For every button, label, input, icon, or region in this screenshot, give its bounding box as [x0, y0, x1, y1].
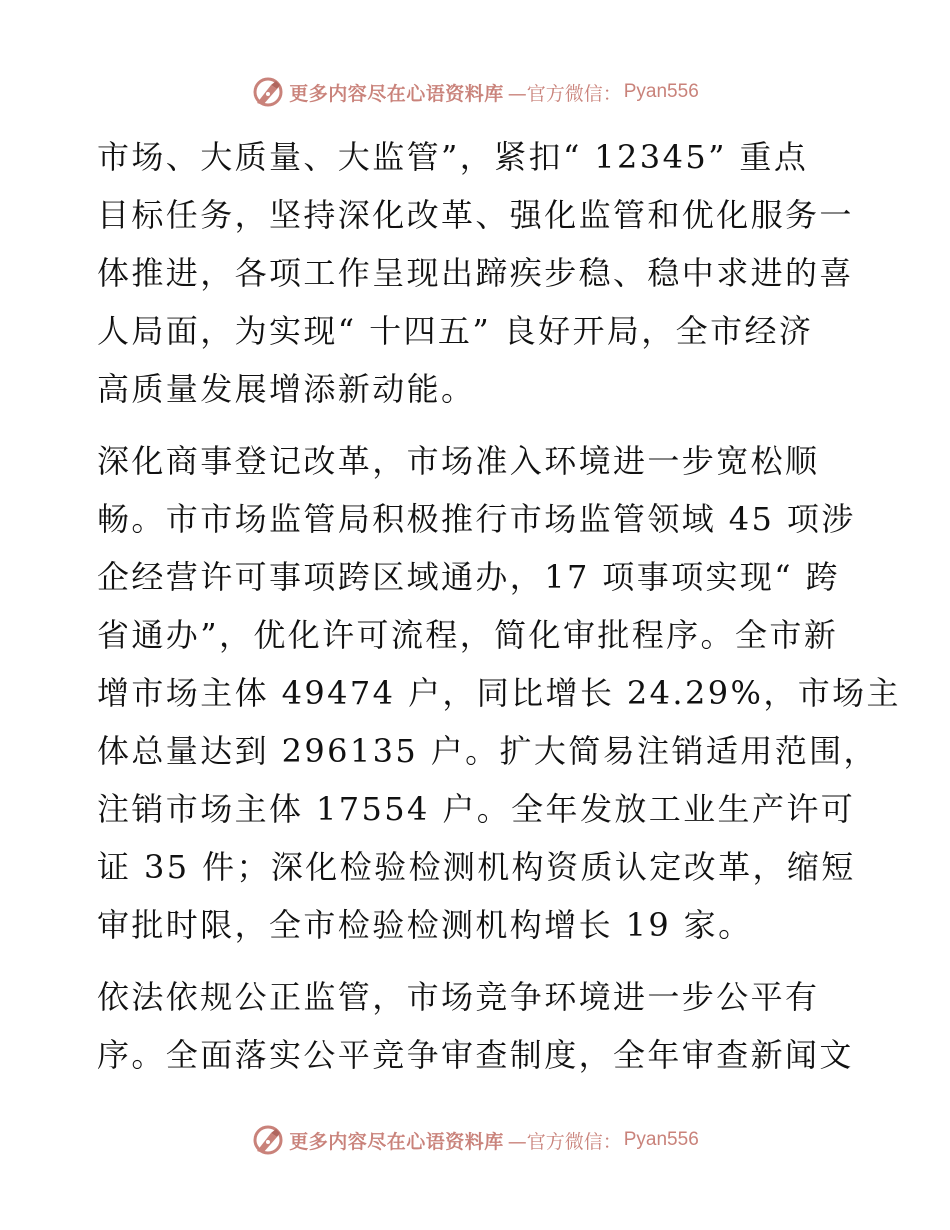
text-line: 深化商事登记改革，市场准入环境进一步宽松顺: [97, 442, 820, 480]
paragraph-gap: [97, 418, 857, 432]
text-line: 企经营许可事项跨区域通办，17 项事项实现“ 跨: [97, 558, 841, 596]
text-line: 目标任务，坚持深化改革、强化监管和优化服务一: [97, 196, 854, 234]
document-body: [97, 128, 901, 1084]
paragraph-2: [97, 432, 901, 954]
pen-nib-logo-icon: [251, 75, 285, 109]
text-line: 注销市场主体 17554 户。全年发放工业生产许可: [97, 790, 856, 828]
footer-watermark: [0, 1120, 950, 1160]
text-line: 增市场主体 49474 户，同比增长 24.29%，市场主: [97, 674, 901, 712]
text-line: 序。全面落实公平竞争审查制度，全年审查新闻文: [97, 1036, 854, 1074]
watermark-wechat-id: Pyan556: [623, 81, 699, 102]
text-line: 依法依规公正监管，市场竞争环境进一步公平有: [97, 978, 820, 1016]
header-watermark: [0, 72, 950, 112]
watermark-separator: —官方微信：: [507, 82, 622, 105]
pen-nib-logo-icon: [251, 1123, 285, 1157]
text-line: 证 35 件；深化检验检测机构资质认定改革，缩短: [97, 848, 856, 886]
text-line: 高质量发展增添新动能。: [97, 370, 476, 408]
paragraph-3: [97, 968, 857, 1084]
watermark-title: 更多内容尽在心语资料库: [289, 82, 504, 105]
text-line: 体推进，各项工作呈现出蹄疾步稳、稳中求进的喜: [97, 254, 854, 292]
paragraph-gap: [97, 954, 857, 968]
watermark-separator: —官方微信：: [507, 1130, 622, 1153]
text-line: 畅。市市场监管局积极推行市场监管领域 45 项涉: [97, 500, 856, 538]
text-line: 人局面，为实现“ 十四五” 良好开局，全市经济: [97, 312, 814, 350]
text-line: 审批时限，全市检验检测机构增长 19 家。: [97, 906, 753, 944]
text-line: 省通办”，优化许可流程，简化审批程序。全市新: [97, 616, 839, 654]
text-line: 市场、大质量、大监管”，紧扣“ 12345” 重点: [97, 138, 809, 176]
watermark-title: 更多内容尽在心语资料库: [289, 1130, 504, 1153]
paragraph-1: [97, 128, 857, 418]
watermark-wechat-id: Pyan556: [623, 1129, 699, 1150]
text-line: 体总量达到 296135 户。扩大简易注销适用范围，: [97, 732, 878, 770]
